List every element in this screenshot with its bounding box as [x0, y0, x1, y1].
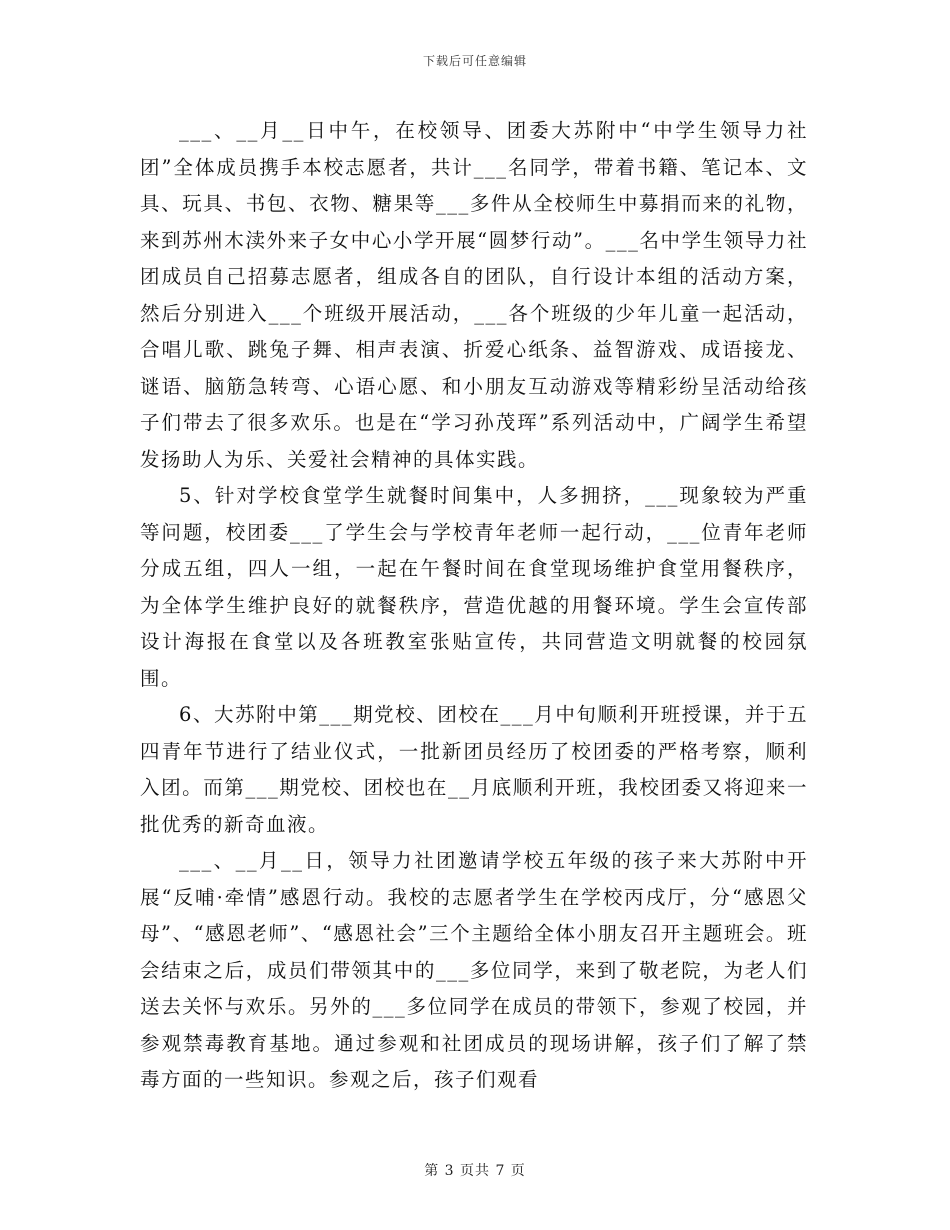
paragraph-circle-dream-activity: ___、__月__日中午，在校领导、团委大苏附中“中学生领导力社团”全体成员携手本校志愿者，共计___名同学，带着书籍、笔记本、文具、玩具、书包、衣物、糖果等___多件从全校师生中募捐而来的礼物，来到苏州木渎外来子女中心小学开展“圆梦行动”。___名中学生领导力社团成员自己招募志愿者，组成各自的团队，自行设计本组的活动方案，然后分别进入___个班级开展活动，___各个班级的少年儿童一起活动，合唱儿歌、跳兔子舞、相声表演、折爱心纸条、益智游戏、成语接龙、谜语、脑筋急转弯、心语心愿、和小朋友互动游戏等精彩纷呈活动给孩子们带去了很多欢乐。也是在“学习孙茂珲”系列活动中，广阔学生希望发扬助人为乐、关爱社会精神的具体实践。	[140, 119, 808, 471]
paragraph-gratitude-activity: ___、__月__日，领导力社团邀请学校五年级的孩子来大苏附中开展“反哺·牵情”感恩行动。我校的志愿者学生在学校丙戌厅，分“感恩父母”、“感恩老师”、“感恩社会”三个主题给全体小朋友召开主题班会。班会结束之后，成员们带领其中的___多位同学，来到了敬老院，为老人们送去关怀与欢乐。另外的___多位同学在成员的带领下，参观了校园，并参观禁毒教育基地。通过参观和社团成员的现场讲解，孩子们了解了禁毒方面的一些知识。参观之后，孩子们观看	[140, 849, 808, 1091]
page-footer: 第 3 页共 7 页	[424, 1163, 526, 1179]
document-body	[140, 113, 808, 1099]
page-header: 下载后可任意编辑	[422, 54, 527, 68]
paragraph-canteen-order: 5、针对学校食堂学生就餐时间集中，人多拥挤，___现象较为严重等问题，校团委___了学生会与学校青年老师一起行动，___位青年老师分成五组，四人一组，一起在午餐时间在食堂现场维护食堂用餐秩序，为全体学生维护良好的就餐秩序，营造优越的用餐环境。学生会宣传部设计海报在食堂以及各班教室张贴宣传，共同营造文明就餐的校园氛围。	[140, 484, 808, 690]
paragraph-party-school: 6、大苏附中第___期党校、团校在___月中旬顺利开班授课，并于五四青年节进行了结业仪式，一批新团员经历了校团委的严格考察，顺利入团。而第___期党校、团校也在__月底顺利开班，我校团委又将迎来一批优秀的新奇血液。	[140, 703, 808, 836]
